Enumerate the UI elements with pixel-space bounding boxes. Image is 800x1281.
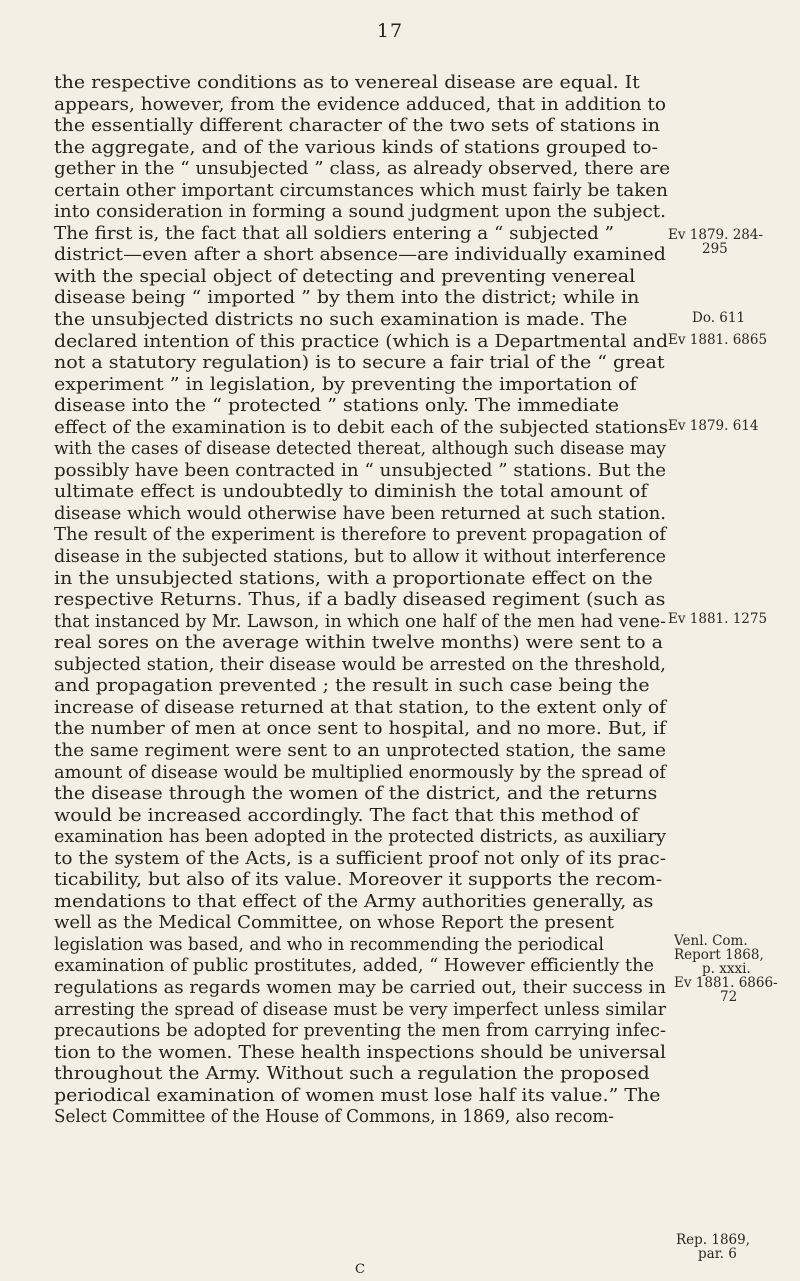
text-line — [54, 676, 754, 698]
text-line-content: the disease through the women of the district, and the returns — [54, 784, 658, 805]
text-line-content: into consideration in forming a sound judgment upon the subject. — [54, 202, 666, 223]
text-line — [54, 439, 754, 461]
text-line-content: the aggregate, and of the various kinds of stations grouped to- — [54, 137, 658, 158]
text-line — [54, 612, 754, 634]
text-line-content: ultimate effect is undoubtedly to diminish the total amount of — [54, 482, 648, 503]
text-line-content: gether in the “ unsubjected ” class, as already observed, there are — [54, 159, 671, 180]
text-line-content: subjected station, their disease would be arrested on the threshold, — [54, 654, 666, 675]
text-line — [54, 504, 754, 526]
text-line — [54, 741, 754, 763]
page-number: 17 — [376, 20, 404, 42]
text-line — [54, 1086, 754, 1108]
margin-note-do-611 — [692, 311, 800, 325]
text-line — [54, 353, 754, 375]
text-line — [54, 1021, 754, 1043]
text-line-content: and propagation prevented ; the result in such case being the — [54, 676, 650, 697]
text-line-content: tion to the women. These health inspections should be universal — [54, 1042, 667, 1063]
text-line — [54, 159, 754, 181]
text-line-content: possibly have been contracted in “ unsubjected ” stations. But the — [54, 460, 667, 481]
text-line-content: precautions be adopted for preventing the men from carrying infec- — [54, 1021, 666, 1042]
text-line — [54, 956, 754, 978]
margin-note-ev-1881-6865 — [668, 333, 800, 347]
text-line-content: the respective conditions as to venereal disease are equal. It — [54, 73, 640, 93]
text-line — [54, 655, 754, 677]
text-line — [54, 827, 754, 849]
text-line-content: Select Committee of the House of Commons, in 1869, also recom- — [54, 1107, 614, 1128]
text-line — [54, 375, 754, 397]
text-line — [54, 202, 754, 224]
text-line — [54, 763, 754, 785]
text-line-content: disease into the “ protected ” stations only. The immediate — [54, 396, 619, 417]
text-line-content: periodical examination of women must lose half its value.” The — [54, 1085, 661, 1106]
text-line — [54, 181, 754, 203]
text-line — [54, 569, 754, 591]
text-line — [54, 806, 754, 828]
text-line — [54, 719, 754, 741]
text-line — [54, 913, 754, 935]
text-line-content: that instanced by Mr. Lawson, in which one half of the men had vene- — [54, 611, 666, 632]
margin-note-line: par. 6 — [698, 1246, 737, 1262]
text-line-content: respective Returns. Thus, if a badly diseased regiment (such as — [54, 590, 666, 611]
text-line — [54, 870, 754, 892]
text-line-content: district—even after a short absence—are individually examined — [54, 245, 666, 266]
text-line — [54, 267, 754, 289]
margin-note-line: Rep. 1869, — [676, 1232, 751, 1248]
text-line — [54, 224, 754, 246]
text-line-content: examination has been adopted in the protected districts, as auxiliary — [54, 827, 666, 848]
text-line-content: the essentially different character of the two sets of stations in — [54, 116, 661, 137]
text-line — [54, 1064, 754, 1086]
text-line — [54, 482, 754, 504]
text-line-content: with the cases of disease detected thereat, although such disease may — [54, 439, 666, 460]
text-line — [54, 784, 754, 806]
margin-note-ev-1879-614 — [668, 419, 800, 433]
text-line-content: amount of disease would be multiplied enormously by the spread of — [54, 762, 666, 783]
margin-note-line: 72 — [720, 989, 738, 1005]
text-line-content: well as the Medical Committee, on whose Report the present — [54, 913, 614, 934]
margin-note-line: Ev 1881. 1275 — [668, 611, 768, 627]
text-line — [54, 461, 754, 483]
text-line-content: real sores on the average within twelve months) were sent to a — [54, 633, 663, 654]
margin-note-line: Do. 611 — [692, 310, 746, 326]
margin-note-venl-com — [674, 934, 800, 1004]
text-line — [54, 418, 754, 440]
text-line — [54, 892, 754, 914]
margin-note-line: Report 1868, — [674, 947, 764, 963]
text-line-content: appears, however, from the evidence adduced, that in addition to — [54, 94, 666, 115]
text-line — [54, 935, 754, 957]
text-line — [54, 332, 754, 354]
text-line — [54, 978, 754, 1000]
margin-note-ev-1879-284 — [668, 228, 800, 256]
text-line — [54, 698, 754, 720]
margin-note-line: p. xxxi. — [702, 961, 751, 977]
text-line — [54, 1107, 754, 1129]
text-line-content: throughout the Army. Without such a regulation the proposed — [54, 1064, 650, 1085]
text-line — [54, 396, 754, 418]
text-line — [54, 1043, 754, 1065]
text-line-content: examination of public prostitutes, added, “ However efficiently the — [54, 956, 655, 977]
text-line-content: regulations as regards women may be carried out, their success in — [54, 977, 666, 998]
text-line-content: experiment ” in legislation, by preventing the importation of — [54, 374, 637, 395]
text-line-content: ticability, but also of its value. Moreover it supports the recom- — [54, 870, 663, 891]
text-line — [54, 138, 754, 160]
text-line — [54, 547, 754, 569]
text-line — [54, 1000, 754, 1022]
text-line-content: legislation was based, and who in recommending the periodical — [54, 934, 604, 955]
text-line-content: increase of disease returned at that station, to the extent only of — [54, 697, 666, 718]
margin-note-line: Ev 1881. 6866- — [674, 975, 778, 991]
text-line — [54, 245, 754, 267]
text-line-content: not a statutory regulation) is to secure a fair trial of the “ great — [54, 353, 665, 374]
margin-note-line: Ev 1879. 284- — [668, 227, 764, 243]
text-line-content: effect of the examination is to debit each of the subjected stations — [54, 417, 669, 438]
margin-note-line: 295 — [702, 241, 728, 257]
text-line — [54, 849, 754, 871]
text-line-content: the unsubjected districts no such examination is made. The — [54, 310, 628, 331]
margin-note-line: Ev 1879. 614 — [668, 418, 759, 434]
margin-note-line: Venl. Com. — [674, 933, 748, 949]
text-line — [54, 310, 754, 332]
text-line-content: the number of men at once sent to hospital, and no more. But, if — [54, 719, 667, 740]
signature-mark: C — [355, 1262, 365, 1277]
text-line-content: the same regiment were sent to an unprotected station, the same — [54, 740, 667, 761]
text-line-content: certain other important circumstances which must fairly be taken — [54, 180, 668, 201]
text-line — [54, 633, 754, 655]
margin-note-rep-1869 — [676, 1233, 800, 1261]
margin-note-line: Ev 1881. 6865 — [668, 332, 768, 348]
margin-note-ev-1881-1275 — [668, 612, 800, 626]
text-line-content: The result of the experiment is therefore to prevent propagation of — [54, 525, 667, 546]
text-line — [54, 288, 754, 310]
text-line-content: declared intention of this practice (which is a Departmental and — [54, 331, 669, 352]
text-line-content: in the unsubjected stations, with a proportionate effect on the — [54, 568, 653, 589]
text-line — [54, 73, 754, 95]
text-line-content: mendations to that effect of the Army authorities generally, as — [54, 891, 654, 912]
text-line-content: disease which would otherwise have been returned at such station. — [54, 503, 666, 524]
text-line-content: would be increased accordingly. The fact that this method of — [54, 805, 639, 826]
text-line — [54, 590, 754, 612]
text-line-content: with the special object of detecting and preventing venereal — [54, 266, 636, 287]
text-line-content: disease in the subjected stations, but to allow it without interference — [54, 547, 667, 568]
text-line-content: arresting the spread of disease must be very imperfect unless similar — [54, 999, 667, 1020]
text-line — [54, 525, 754, 547]
text-line-content: disease being “ imported ” by them into the district; while in — [54, 288, 640, 309]
text-line-content: to the system of the Acts, is a sufficient proof not only of its prac- — [54, 848, 666, 869]
text-line — [54, 95, 754, 117]
text-line — [54, 116, 754, 138]
text-line-content: The first is, the fact that all soldiers entering a “ subjected ” — [54, 223, 614, 244]
body-text — [54, 73, 754, 1129]
